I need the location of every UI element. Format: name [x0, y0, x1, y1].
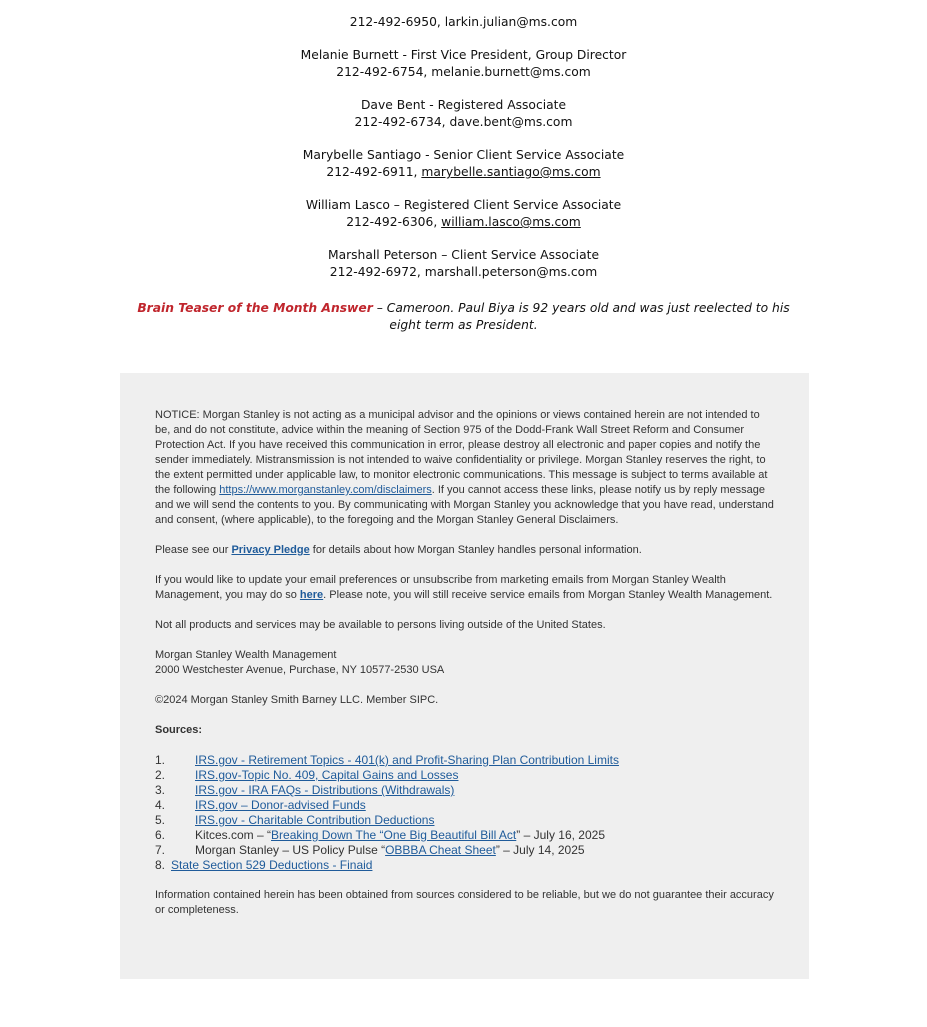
- contact-info-line: 212-492-6911, marybelle.santiago@ms.com: [326, 165, 601, 179]
- source-item: [155, 753, 775, 768]
- copyright-text: ©2024 Morgan Stanley Smith Barney LLC. Member SIPC.: [155, 694, 439, 706]
- contact-info-line: 212-492-6734, dave.bent@ms.com: [354, 115, 573, 129]
- source-item: [155, 843, 775, 858]
- source-link[interactable]: OBBBA Cheat Sheet: [385, 843, 496, 857]
- source-number: 2.: [155, 768, 166, 782]
- contact-email[interactable]: larkin.julian@ms.com: [444, 15, 578, 29]
- contact-name-line: Dave Bent - Registered Associate: [360, 98, 567, 112]
- accuracy-disclaimer: Information contained herein has been obtained from sources considered to be reliable, but we do not guarantee their accuracy or completeness.: [155, 889, 774, 916]
- contact-email[interactable]: dave.bent@ms.com: [449, 115, 573, 129]
- source-number: 6.: [155, 828, 166, 842]
- source-number: 7.: [155, 843, 166, 857]
- contact-phone: 212-492-6754: [336, 65, 424, 79]
- source-item: [155, 813, 775, 828]
- source-number: 3.: [155, 783, 166, 797]
- source-suffix: ” – July 16, 2025: [516, 828, 606, 842]
- availability-paragraph: Not all products and services may be available to persons living outside of the United States.: [155, 619, 606, 631]
- source-number: 8.: [155, 858, 166, 872]
- source-number: 4.: [155, 798, 166, 812]
- contact-info-line: 212-492-6950, larkin.julian@ms.com: [349, 15, 578, 29]
- contact-4: [0, 197, 927, 231]
- source-link[interactable]: IRS.gov – Donor-advised Funds: [195, 798, 366, 812]
- contact-phone: 212-492-6972: [329, 265, 417, 279]
- source-number: 1.: [155, 753, 166, 767]
- contact-email[interactable]: melanie.burnett@ms.com: [431, 65, 591, 79]
- notice-paragraph: [155, 408, 775, 528]
- source-item: [155, 783, 775, 798]
- footer-content: [155, 408, 775, 933]
- source-number: 5.: [155, 813, 166, 827]
- privacy-text: Please see our: [155, 544, 232, 556]
- contact-info-line: 212-492-6306, william.lasco@ms.com: [346, 215, 581, 229]
- source-item: [155, 768, 775, 783]
- unsubscribe-paragraph: [155, 573, 775, 603]
- privacy-text-cont: for details about how Morgan Stanley handles personal information.: [309, 544, 642, 556]
- brain-teaser-answer: [130, 300, 797, 334]
- contact-email-link[interactable]: marybelle.santiago@ms.com: [421, 165, 601, 179]
- source-suffix: ” – July 14, 2025: [495, 843, 585, 857]
- contact-2: [0, 97, 927, 131]
- contact-list: [0, 14, 927, 297]
- contact-info-line: 212-492-6754, melanie.burnett@ms.com: [336, 65, 591, 79]
- contact-1: [0, 47, 927, 81]
- contact-name-line: Marybelle Santiago - Senior Client Service Associate: [302, 148, 625, 162]
- footer-disclaimer-panel: [120, 373, 809, 979]
- source-link[interactable]: IRS.gov-Topic No. 409, Capital Gains and Losses: [195, 768, 459, 782]
- source-link[interactable]: IRS.gov - IRA FAQs - Distributions (Withdrawals): [195, 783, 455, 797]
- source-item: [155, 798, 775, 813]
- contact-3: [0, 147, 927, 181]
- source-prefix: Kitces.com – “: [195, 828, 272, 842]
- source-link[interactable]: Breaking Down The “One Big Beautiful Bill Act: [271, 828, 517, 842]
- contact-phone: 212-492-6950: [349, 15, 437, 29]
- source-link[interactable]: IRS.gov - Charitable Contribution Deductions: [195, 813, 435, 827]
- brain-teaser-lead: Brain Teaser of the Month Answer: [137, 301, 373, 315]
- notice-text: NOTICE: Morgan Stanley is not acting as a municipal advisor and the opinions or views contained herein are not intended to be, and do not constitute, advice within the meaning of Section 975 of the Dodd-Frank Wall Street Reform and Consumer Protection Act. If you have received this communication in error, please destroy all electronic and paper copies and notify the sender immediately. Mistransmission is not intended to waive confidentiality or privilege. Morgan Stanley reserves the right, to the extent permitted under applicable law, to monitor electronic communications. This message is subject to terms available at the following: [155, 409, 768, 496]
- sources-list: [155, 753, 775, 873]
- unsubscribe-here-link[interactable]: here: [299, 589, 324, 601]
- contact-email[interactable]: marshall.peterson@ms.com: [424, 265, 598, 279]
- source-link[interactable]: IRS.gov - Retirement Topics - 401(k) and Profit-Sharing Plan Contribution Limits: [195, 753, 619, 767]
- contact-name-line: Melanie Burnett - First Vice President, Group Director: [300, 48, 627, 62]
- source-link[interactable]: State Section 529 Deductions - Finaid: [171, 858, 373, 872]
- sources-heading: Sources:: [155, 724, 203, 736]
- source-prefix: Morgan Stanley – US Policy Pulse “: [195, 843, 386, 857]
- contact-phone: 212-492-6911: [326, 165, 414, 179]
- disclaimers-link[interactable]: https://www.morganstanley.com/disclaimers: [219, 484, 432, 496]
- contact-phone: 212-492-6306: [346, 215, 434, 229]
- company-name: Morgan Stanley Wealth Management: [155, 649, 337, 661]
- company-address: 2000 Westchester Avenue, Purchase, NY 10577-2530 USA: [155, 664, 445, 676]
- brain-teaser-text: – Cameroon. Paul Biya is 92 years old and was just reelected to his eight term as President.: [372, 301, 790, 332]
- contact-phone: 212-492-6734: [354, 115, 442, 129]
- contact-name-line: William Lasco – Registered Client Service Associate: [305, 198, 622, 212]
- contact-info-line: 212-492-6972, marshall.peterson@ms.com: [329, 265, 598, 279]
- contact-0: [0, 14, 927, 31]
- contact-name-line: Marshall Peterson – Client Service Associate: [327, 248, 600, 262]
- privacy-paragraph: [155, 543, 775, 558]
- company-address-block: [155, 648, 775, 678]
- unsubscribe-text: If you would like to update your email preferences or unsubscribe from marketing emails from Morgan Stanley Wealth Management, you may do so: [155, 574, 726, 601]
- contact-email-link[interactable]: william.lasco@ms.com: [441, 215, 581, 229]
- unsubscribe-text-cont: . Please note, you will still receive service emails from Morgan Stanley Wealth Management.: [323, 589, 773, 601]
- source-item: [155, 858, 775, 873]
- privacy-pledge-link[interactable]: Privacy Pledge: [231, 544, 310, 556]
- notice-text-cont: . If you cannot access these links, please notify us by reply message and we will send the contents to you. By communicating with Morgan Stanley you acknowledge that you have read, understand and consent, (where applicable), to the foregoing and the Morgan Stanley General Disclaimers.: [155, 484, 774, 526]
- source-item: [155, 828, 775, 843]
- contact-5: [0, 247, 927, 281]
